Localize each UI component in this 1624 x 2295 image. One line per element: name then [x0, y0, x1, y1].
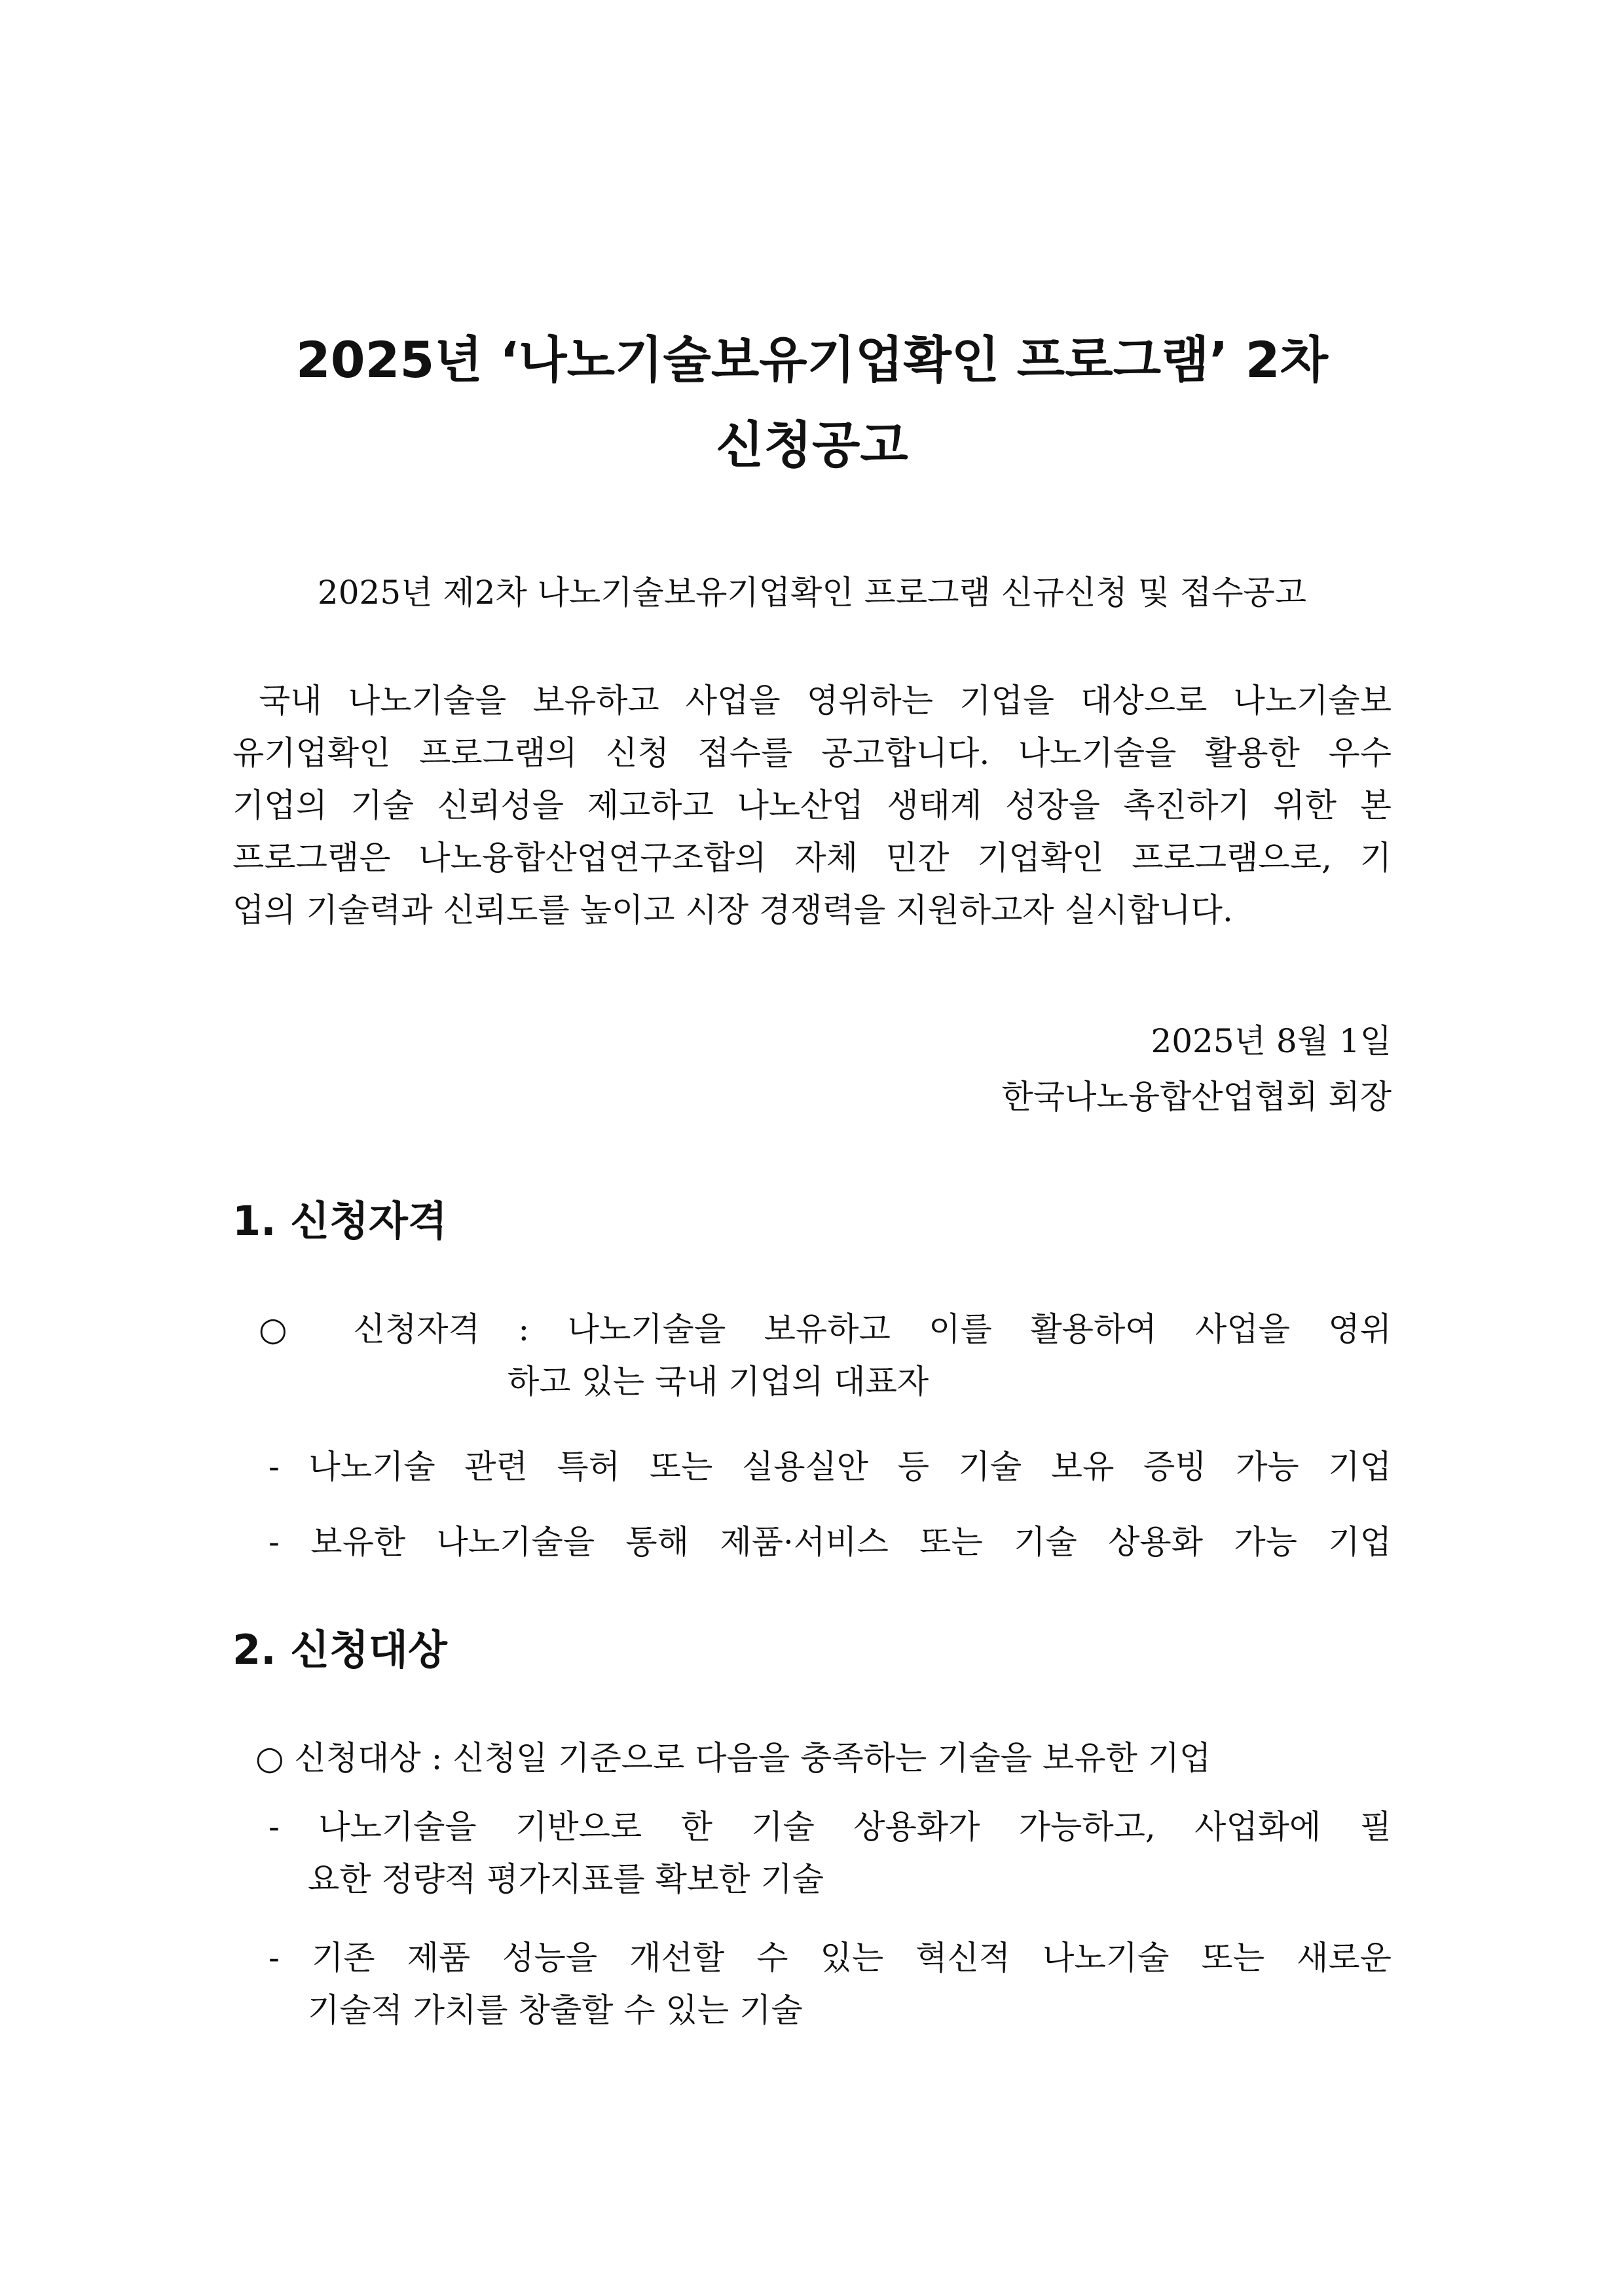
- intro-line: 프로그램은 나노융합산업연구조합의 자체 민간 기업확인 프로그램으로, 기: [232, 839, 1392, 877]
- section-1-subitem: - 보유한 나노기술을 통해 제품·서비스 또는 기술 상용화 가능 기업: [268, 1523, 1392, 1561]
- section-1-heading: 1. 신청자격: [232, 1197, 447, 1245]
- section-2-subitem: - 기존 제품 성능을 개선할 수 있는 혁신적 나노기술 또는 새로운: [268, 1939, 1392, 1977]
- section-2-heading: 2. 신청대상: [232, 1626, 447, 1674]
- section-1-item-continued: 하고 있는 국내 기업의 대표자: [507, 1363, 929, 1401]
- intro-paragraph: [232, 674, 1392, 936]
- section-2-subitem-continued: 요한 정량적 평가지표를 확보한 기술: [308, 1860, 824, 1898]
- document-title-line-1: 2025년 ‘나노기술보유기업확인 프로그램’ 2차: [295, 331, 1329, 389]
- intro-line: 국내 나노기술을 보유하고 사업을 영위하는 기업을 대상으로 나노기술보: [232, 682, 1392, 720]
- section-2-item: ○ 신청대상 : 신청일 기준으로 다음을 충족하는 기술을 보유한 기업: [255, 1739, 1211, 1777]
- document-title-line-2: 신청공고: [716, 416, 908, 474]
- section-1-item: ○ 신청자격 : 나노기술을 보유하고 이를 활용하여 사업을 영위: [259, 1310, 1392, 1348]
- intro-line: 유기업확인 프로그램의 신청 접수를 공고합니다. 나노기술을 활용한 우수: [232, 734, 1392, 772]
- section-2-subitem-continued: 기술적 가치를 창출할 수 있는 기술: [308, 1991, 803, 2029]
- announcement-date: 2025년 8월 1일: [1151, 1022, 1392, 1060]
- issuer-signature: 한국나노융합산업협회 회장: [1001, 1078, 1392, 1116]
- intro-line: 업의 기술력과 신뢰도를 높이고 시장 경쟁력을 지원하고자 실시합니다.: [232, 891, 1233, 929]
- section-2-subitem: - 나노기술을 기반으로 한 기술 상용화가 가능하고, 사업화에 필: [268, 1808, 1392, 1846]
- intro-line: 기업의 기술 신뢰성을 제고하고 나노산업 생태계 성장을 촉진하기 위한 본: [232, 786, 1392, 824]
- document-subtitle: 2025년 제2차 나노기술보유기업확인 프로그램 신규신청 및 접수공고: [317, 574, 1307, 612]
- section-1-subitem: - 나노기술 관련 특허 또는 실용실안 등 기술 보유 증빙 가능 기업: [268, 1448, 1392, 1486]
